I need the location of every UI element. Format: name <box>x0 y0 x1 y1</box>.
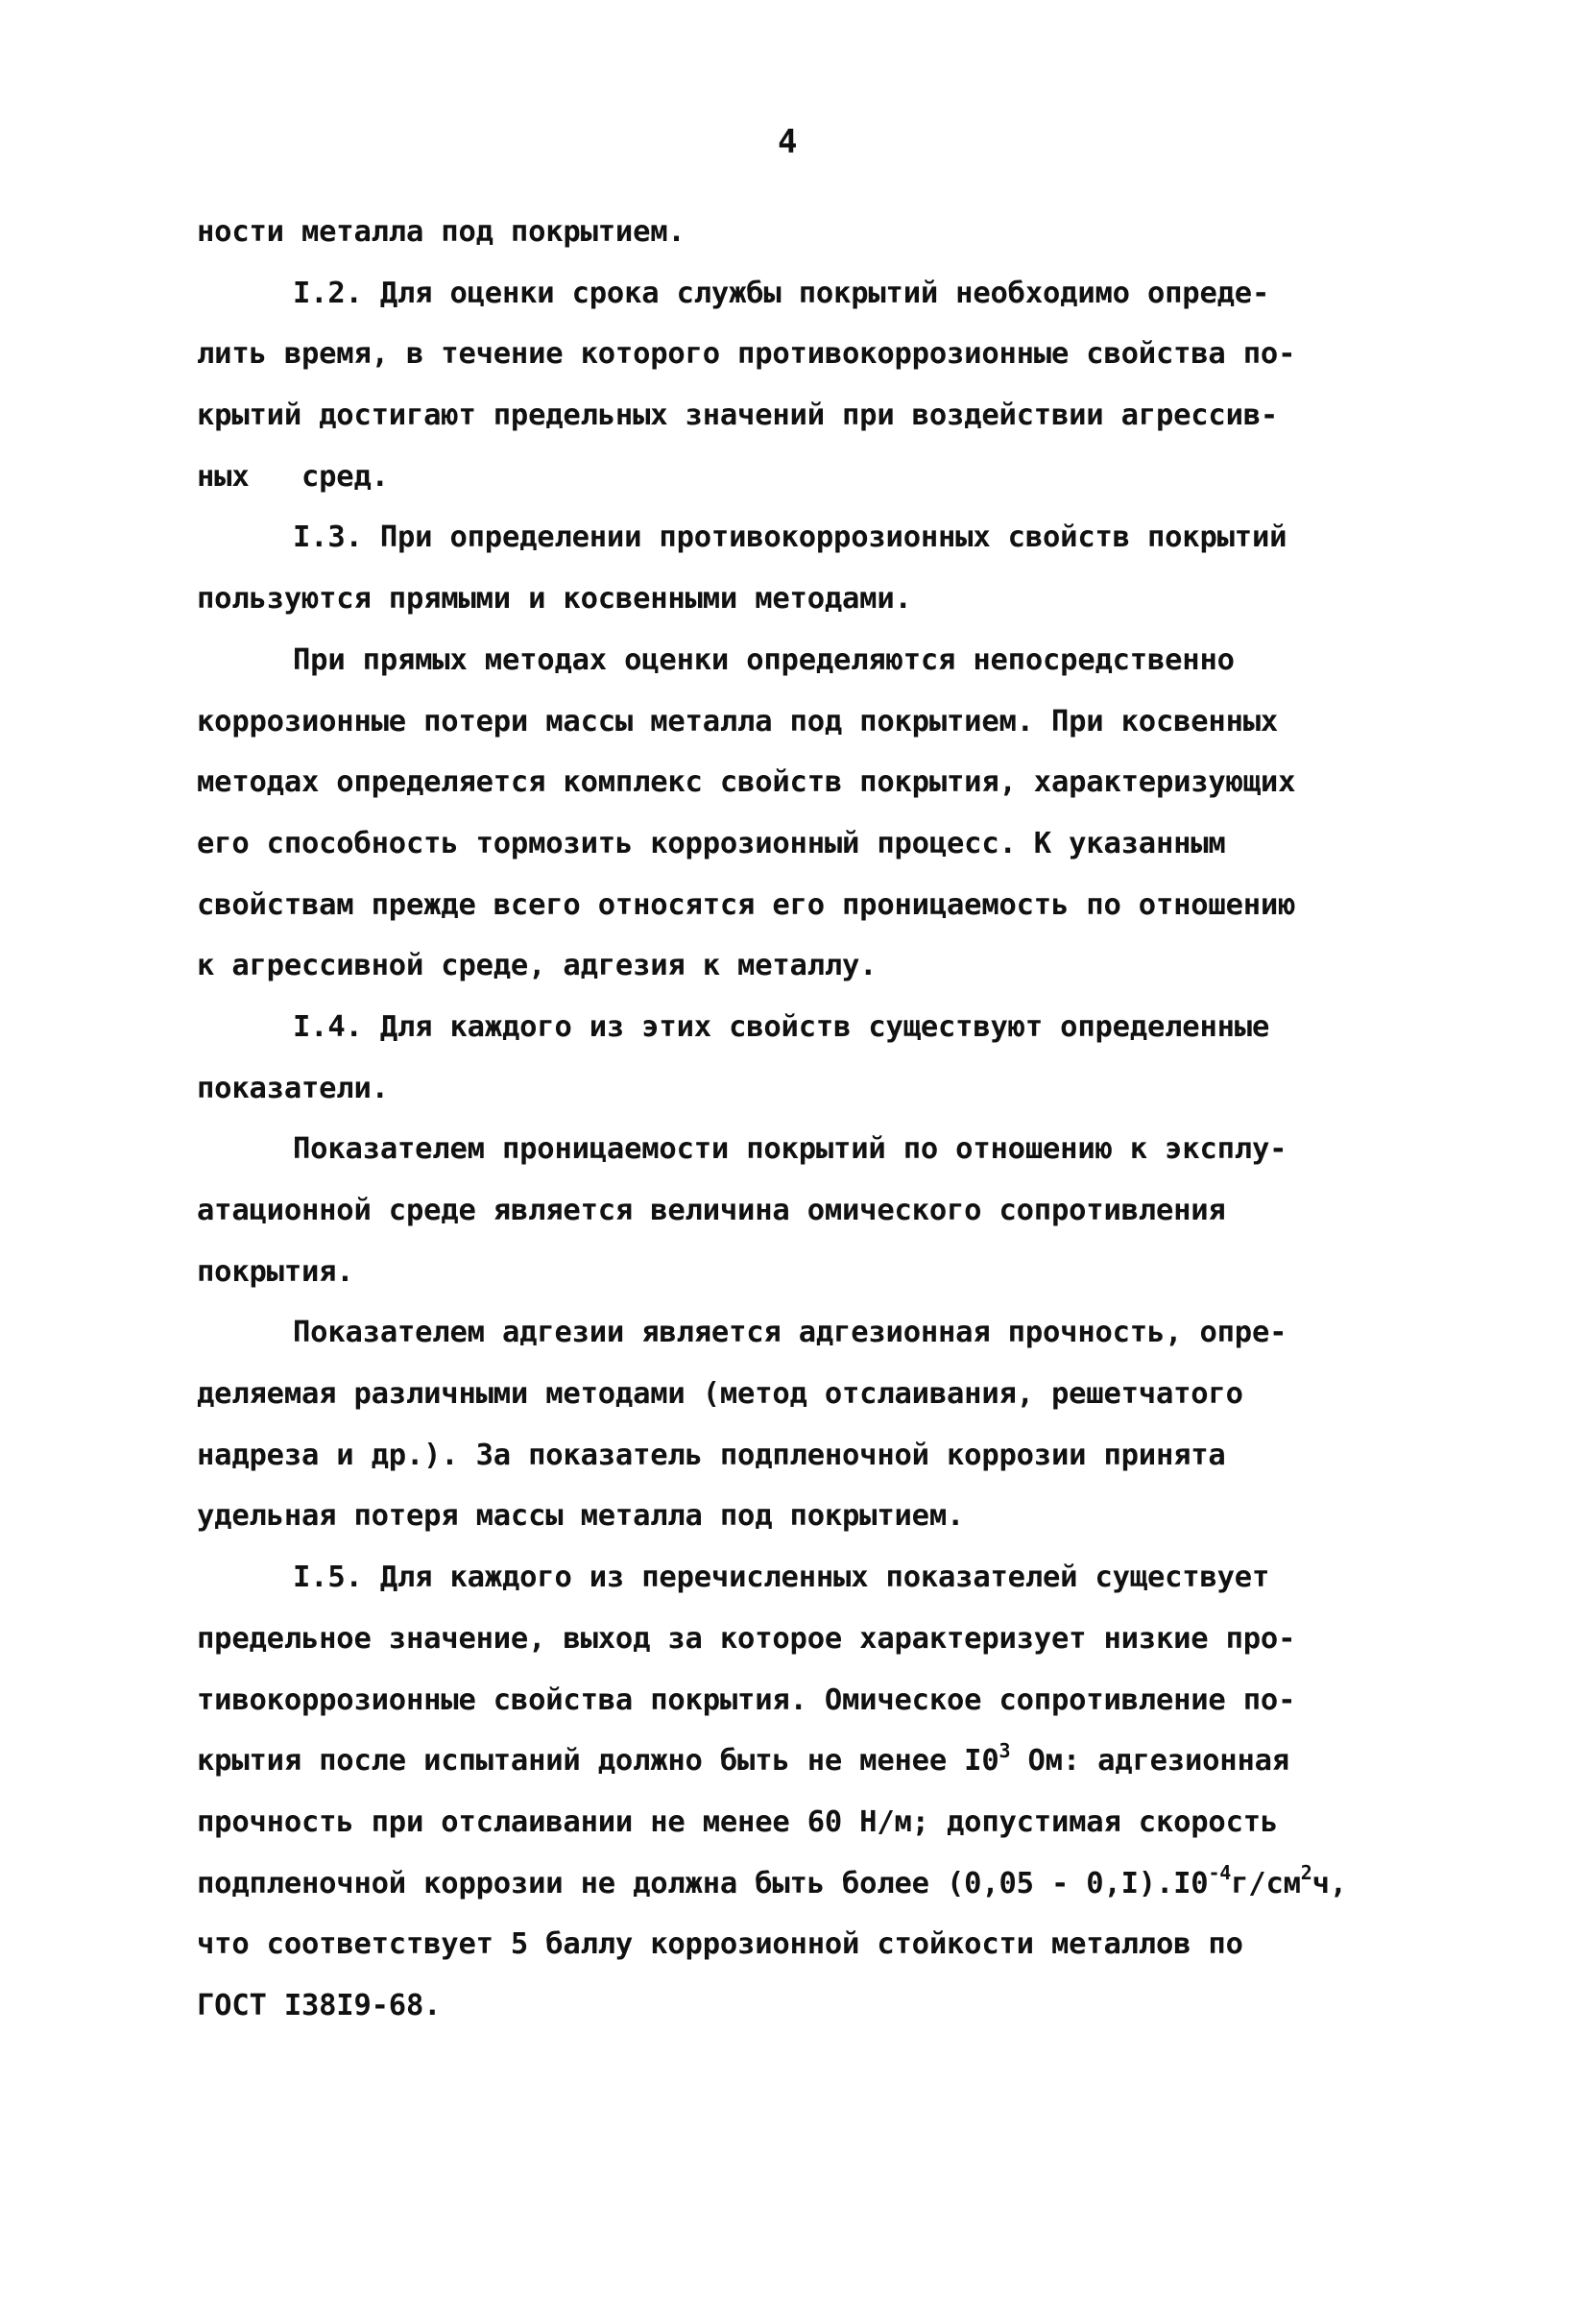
text-line: методах определяется комплекс свойств покрытия, характеризующих <box>197 765 1296 800</box>
text-line: его способность тормозить коррозионный процесс. К указанным <box>197 826 1226 860</box>
text-line-corrosion-rate <box>197 1853 1407 1915</box>
text-line: деляемая различными методами (метод отслаивания, решетчатого <box>197 1377 1243 1412</box>
document-body <box>197 202 1407 2037</box>
text-line: свойствам прежде всего относятся его проницаемость по отношению <box>197 887 1296 922</box>
text-fragment: крытия после испытаний должно быть не менее I0 <box>197 1744 999 1779</box>
text-line: покрытия. <box>197 1254 354 1289</box>
exponent: -4 <box>1208 1861 1232 1885</box>
text-fragment: Ом: адгезионная <box>1010 1744 1289 1779</box>
text-line: атационной среде является величина омического сопротивления <box>197 1194 1226 1227</box>
text-line: Показателем проницаемости покрытий по отношению к эксплу- <box>293 1132 1287 1167</box>
text-line-adhesion <box>197 1792 1407 1853</box>
text-line-ohm <box>197 1731 1407 1792</box>
unit-text: г/см <box>1231 1866 1301 1900</box>
text-line: к агрессивной среде, адгезия к металлу. <box>197 949 878 983</box>
text-line: предельное значение, выход за которое характеризует низкие про- <box>197 1621 1296 1656</box>
text-line: ГОСТ I38I9-68. <box>197 1988 442 2022</box>
text-line: тивокоррозионные свойства покрытия. Омическое сопротивление по- <box>197 1682 1296 1717</box>
text-fragment: подпленочной коррозии не должна быть более (0,05 - 0,I).I0 <box>197 1866 1209 1900</box>
text-line: удельная потеря массы металла под покрытием. <box>197 1499 965 1534</box>
text-line: лить время, в течение которого противокоррозионные свойства по- <box>197 337 1296 372</box>
text-line: пользуются прямыми и косвенными методами. <box>197 582 912 617</box>
exponent: 2 <box>1300 1861 1312 1885</box>
text-line: ности металла под покрытием. <box>197 215 686 249</box>
text-fragment: ч, <box>1311 1866 1347 1900</box>
text-line: I.4. Для каждого из этих свойств существуют определенные <box>293 1009 1270 1044</box>
closing-lines <box>197 1914 1407 2036</box>
text-line: надреза и др.). За показатель подпленочной коррозии принята <box>197 1438 1226 1472</box>
text-line: При прямых методах оценки определяются непосредственно <box>293 642 1235 677</box>
text-fragment: прочность при отслаивании не менее 60 Н/м; допустимая скорость <box>197 1804 1279 1839</box>
paragraph-lines <box>197 202 1407 1731</box>
text-line: I.3. При определении противокоррозионных свойств покрытий <box>293 520 1287 555</box>
text-line: крытий достигают предельных значений при воздействии агрессив- <box>197 399 1279 433</box>
text-line: Показателем адгезии является адгезионная прочность, опре- <box>293 1316 1287 1350</box>
text-line: I.5. Для каждого из перечисленных показателей существует <box>293 1561 1270 1595</box>
text-line: коррозионные потери массы металла под покрытием. При косвенных <box>197 704 1279 738</box>
text-line: показатели. <box>197 1071 389 1105</box>
page-number: 4 <box>778 123 798 161</box>
text-line: ных сред. <box>197 459 389 494</box>
text-line: I.2. Для оценки срока службы покрытий необходимо опреде- <box>293 276 1270 310</box>
text-line: что соответствует 5 баллу коррозионной стойкости металлов по <box>197 1927 1243 1962</box>
exponent: 3 <box>999 1739 1011 1763</box>
